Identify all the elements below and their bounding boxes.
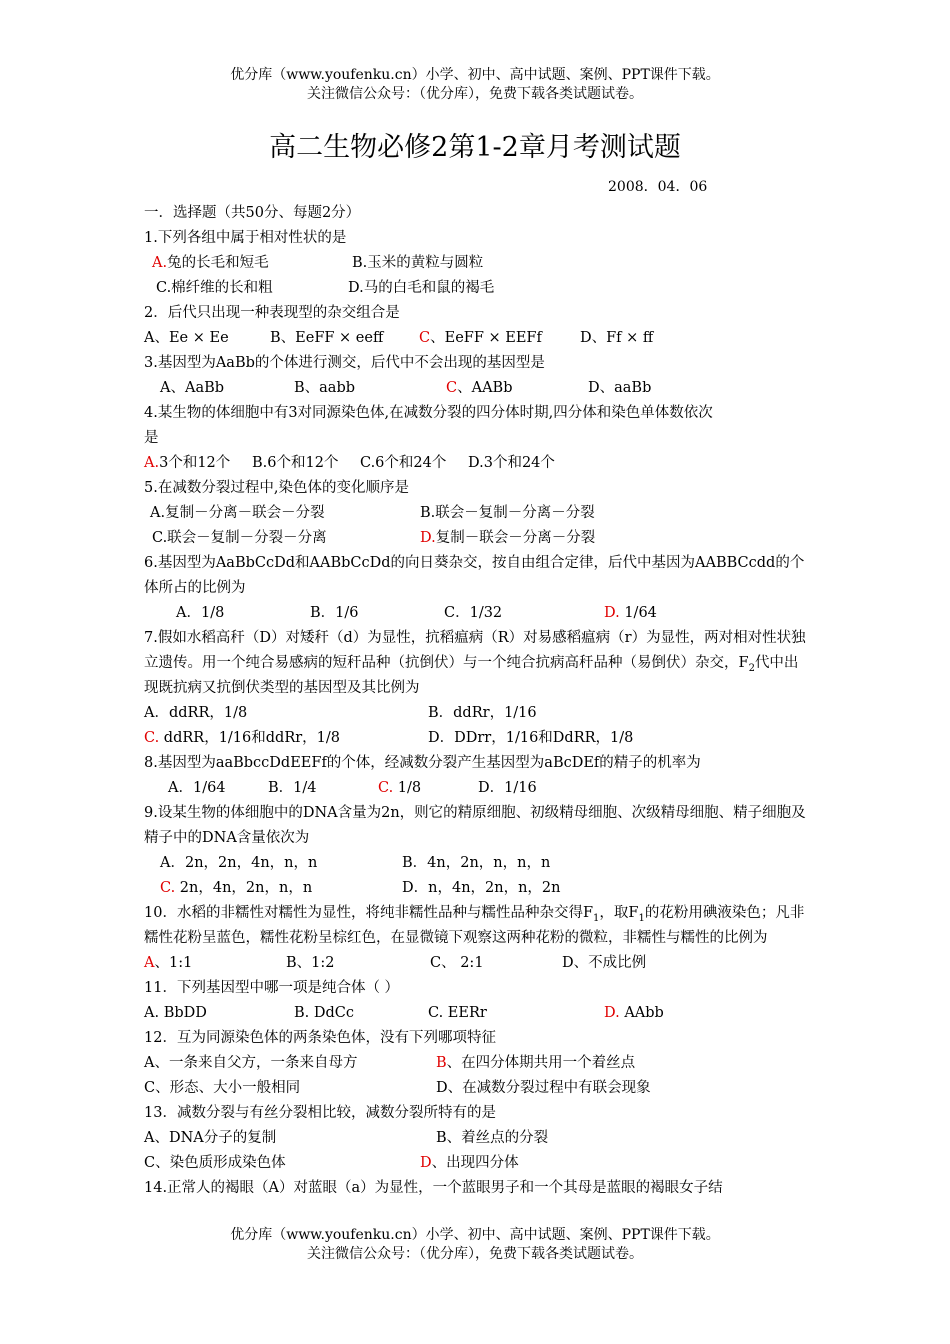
- question-10-option-a: A、1:1: [144, 955, 193, 971]
- question-9-option-c: C. 2n，4n，2n，n，n: [160, 880, 313, 896]
- footer-line-1: 优分库（www.youfenku.cn）小学、初中、高中试题、案例、PPT课件下载。: [230, 1227, 720, 1243]
- question-2-option-d: D、Ff × ff: [580, 330, 654, 346]
- question-6-options: [144, 601, 810, 626]
- question-12-option-a: A、一条来自父方，一条来自母方: [144, 1055, 358, 1071]
- question-2-options: [144, 326, 810, 351]
- question-6-stem: 6.基因型为AaBbCcDd和AABbCcDd的向日葵杂交，按自由组合定律，后代中基因为AABBCcdd的个体所占的比例为: [144, 555, 805, 596]
- question-4-options: [144, 451, 810, 476]
- question-12-options-row2: [144, 1076, 810, 1101]
- question-7-option-a: A．ddRR，1/8: [144, 705, 248, 721]
- question-3-option-b: B、aabb: [294, 380, 356, 396]
- question-4-option-c: C.6个和24个: [360, 455, 447, 471]
- question-10-stem: 10．水稻的非糯性对糯性为显性，将纯非糯性品种与糯性品种杂交得$F_1$，取$F_1$的花粉用碘液染色；凡非糯性花粉呈蓝色，糯性花粉呈棕红色，在显微镜下观察这两种花粉的微粒，非糯性与糯性的比例为: [144, 905, 805, 946]
- question-1-option-c: C.棉纤维的长和粗: [156, 280, 273, 296]
- question-8-option-b: B．1/4: [268, 780, 317, 796]
- question-4-stem-line1: 4.某生物的体细胞中有3对同源染色体,在减数分裂的四分体时期,四分体和染色单体数依次: [144, 405, 713, 421]
- question-1-options-row1: [144, 251, 810, 276]
- header-line-2: 关注微信公众号：（优分库），免费下载各类试题试卷。: [307, 86, 643, 102]
- question-7-option-b: B．ddRr，1/16: [428, 705, 537, 721]
- question-5-options-row2: [144, 526, 810, 551]
- question-11-option-b: B. DdCc: [294, 1005, 354, 1021]
- question-5-option-c: C.联会－复制－分裂－分离: [152, 530, 327, 546]
- question-5-option-d: D.复制－联会－分离－分裂: [420, 530, 596, 546]
- question-11-option-c: C. EERr: [428, 1005, 487, 1021]
- exam-date: 2008．04．06: [608, 179, 708, 195]
- answer-key: D.: [420, 530, 436, 546]
- answer-key: C.: [144, 730, 160, 746]
- question-11-options: [144, 1001, 810, 1026]
- question-10-option-b: B、1:2: [286, 955, 335, 971]
- answer-key: A.: [152, 255, 168, 271]
- exam-body: [144, 201, 810, 1201]
- question-9-stem: 9.设某生物的体细胞中的DNA含量为2n，则它的精原细胞、初级精母细胞、次级精母细胞、精子细胞及精子中的DNA含量依次为: [144, 805, 806, 846]
- question-6-option-b: B．1/6: [310, 605, 359, 621]
- question-9-option-d: D．n，4n，2n，n，2n: [402, 880, 561, 896]
- question-1-stem: 1.下列各组中属于相对性状的是: [144, 230, 347, 246]
- question-5-option-a: A.复制－分离－联会－分裂: [150, 505, 325, 521]
- question-2-option-b: B、EeFF × eeff: [270, 330, 384, 346]
- answer-key: A: [144, 955, 155, 971]
- page-header: [0, 66, 950, 104]
- question-1-options-row2: [144, 276, 810, 301]
- question-12-options-row1: [144, 1051, 810, 1076]
- answer-key: C.: [160, 880, 176, 896]
- question-7-option-d: D．DDrr，1/16和DdRR，1/8: [428, 730, 634, 746]
- question-8-options: [144, 776, 810, 801]
- question-13-option-a: A、DNA分子的复制: [144, 1130, 277, 1146]
- question-6-option-c: C．1/32: [444, 605, 503, 621]
- question-14-stem: 14.正常人的褐眼（A）对蓝眼（a）为显性，一个蓝眼男子和一个其母是蓝眼的褐眼女子结: [144, 1180, 723, 1196]
- answer-key: D.: [604, 605, 620, 621]
- question-11-stem: 11．下列基因型中哪一项是纯合体（ ）: [144, 980, 400, 996]
- question-4-option-a: A.3个和12个: [144, 455, 231, 471]
- question-1-option-d: D.马的白毛和鼠的褐毛: [348, 280, 495, 296]
- question-3-options: [144, 376, 810, 401]
- answer-key: D.: [604, 1005, 620, 1021]
- question-9-options-row2: [144, 876, 810, 901]
- question-8-option-a: A．1/64: [168, 780, 226, 796]
- answer-key: C: [446, 380, 458, 396]
- question-4-option-d: D.3个和24个: [468, 455, 555, 471]
- question-5-options-row1: [144, 501, 810, 526]
- question-7-options-row1: [144, 701, 810, 726]
- question-9-option-a: A．2n，2n，4n，n，n: [160, 855, 318, 871]
- question-3-stem: 3.基因型为AaBb的个体进行测交，后代中不会出现的基因型是: [144, 355, 545, 371]
- question-13-options-row1: [144, 1126, 810, 1151]
- question-13-stem: 13．减数分裂与有丝分裂相比较，减数分裂所特有的是: [144, 1105, 496, 1121]
- question-3-option-d: D、aaBb: [588, 380, 652, 396]
- question-7-options-row2: [144, 726, 810, 751]
- question-12-option-b: B、在四分体期共用一个着丝点: [436, 1055, 636, 1071]
- question-1-option-a: A.兔的长毛和短毛: [152, 255, 269, 271]
- question-5-option-b: B.联会－复制－分离－分裂: [420, 505, 595, 521]
- answer-key: C: [419, 330, 431, 346]
- question-4-option-b: B.6个和12个: [252, 455, 339, 471]
- question-9-options-row1: [144, 851, 810, 876]
- question-2-option-a: A、Ee × Ee: [144, 330, 229, 346]
- question-12-option-d: D、在减数分裂过程中有联会现象: [436, 1080, 651, 1096]
- question-2-option-c: C、EeFF × EEFf: [419, 330, 542, 346]
- question-2-stem: 2．后代只出现一种表现型的杂交组合是: [144, 305, 400, 321]
- page-footer: [0, 1226, 950, 1264]
- question-7-stem: 7.假如水稻高秆（D）对矮秆（d）为显性，抗稻瘟病（R）对易感稻瘟病（r）为显性，两对相对性状独立遗传。用一个纯合易感病的短秆品种（抗倒伏）与一个纯合抗病高秆品种（易倒伏）杂交，$F_2$代中出现既抗病又抗倒伏类型的基因型及其比例为: [144, 630, 806, 696]
- question-8-option-c: C. 1/8: [378, 780, 422, 796]
- question-1-option-b: B.玉米的黄粒与圆粒: [352, 255, 484, 271]
- section-heading: 一．选择题（共50分、每题2分）: [144, 205, 361, 221]
- question-3-option-c: C、AABb: [446, 380, 513, 396]
- question-4-stem-line2: 是: [144, 430, 159, 446]
- exam-title: 高二生物必修2第1-2章月考测试题: [269, 132, 681, 163]
- answer-key: D: [420, 1155, 432, 1171]
- question-12-option-c: C、形态、大小一般相同: [144, 1080, 301, 1096]
- question-13-option-d: D、出现四分体: [420, 1155, 519, 1171]
- question-5-stem: 5.在减数分裂过程中,染色体的变化顺序是: [144, 480, 409, 496]
- answer-key: C.: [378, 780, 394, 796]
- question-3-option-a: A、AaBb: [160, 380, 225, 396]
- question-11-option-d: D. AAbb: [604, 1005, 664, 1021]
- question-12-stem: 12．互为同源染色体的两条染色体，没有下列哪项特征: [144, 1030, 496, 1046]
- question-8-stem: 8.基因型为aaBbccDdEEFf的个体，经减数分裂产生基因型为aBcDEf的精子的机率为: [144, 755, 701, 771]
- answer-key: A.: [144, 455, 160, 471]
- footer-line-2: 关注微信公众号：（优分库），免费下载各类试题试卷。: [307, 1246, 643, 1262]
- question-13-options-row2: [144, 1151, 810, 1176]
- header-line-1: 优分库（www.youfenku.cn）小学、初中、高中试题、案例、PPT课件下载。: [230, 67, 720, 83]
- question-10-option-c: C、 2:1: [430, 955, 484, 971]
- question-11-option-a: A. BbDD: [144, 1005, 207, 1021]
- question-6-option-a: A．1/8: [176, 605, 225, 621]
- question-13-option-b: B、着丝点的分裂: [436, 1130, 549, 1146]
- question-7-option-c: C. ddRR，1/16和ddRr，1/8: [144, 730, 341, 746]
- question-9-option-b: B．4n，2n，n，n，n: [402, 855, 551, 871]
- question-10-options: [144, 951, 810, 976]
- question-8-option-d: D．1/16: [478, 780, 537, 796]
- answer-key: B: [436, 1055, 447, 1071]
- question-13-option-c: C、染色质形成染色体: [144, 1155, 286, 1171]
- question-6-option-d: D. 1/64: [604, 605, 657, 621]
- question-10-option-d: D、不成比例: [562, 955, 647, 971]
